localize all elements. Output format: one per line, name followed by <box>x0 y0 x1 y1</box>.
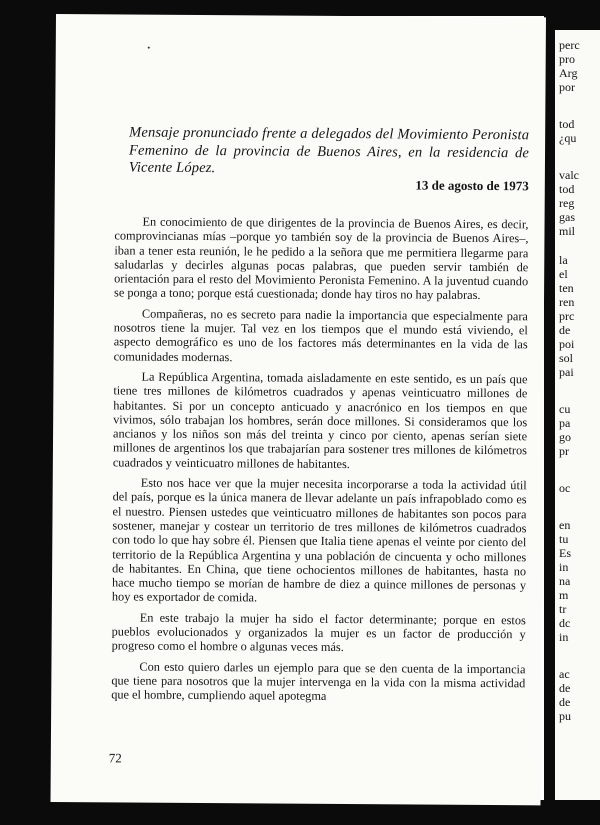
adjacent-page-fragment: in <box>559 630 569 644</box>
adjacent-page-fragment: Arg <box>559 66 578 80</box>
adjacent-page-fragment: go <box>559 430 571 444</box>
speck <box>148 47 150 49</box>
adjacent-page-fragment: por <box>559 80 575 94</box>
paragraph: Esto nos hace ver que la mujer necesita incorporarse a toda la actividad útil del país, porque es la única manera de llevar adelante un país infrapoblado como es el nuestro. Piensen ustedes que veinticuatro millones de habitantes son pocos para sostener, manejar y costear un territorio de tres millones de kilómetros cuadrados con todo lo que hay sobre él. Piensen que Italia tiene apenas el veinte por ciento del territorio de la República Argentina y una población de cincuenta y ocho millones de habitantes. En China, que tiene ochocientos millones de habitantes, hasta no hace mucho tiempo se morían de hambre de diez a quince millones de personas y hoy es exportador de comida. <box>111 475 527 605</box>
paragraph: En este trabajo la mujer ha sido el factor determinante; porque en estos pueblos evolucionados y organizados la mujer es un factor de producción y progreso como el hombre o algunas veces más. <box>111 610 526 655</box>
adjacent-page-fragment: en <box>559 518 571 532</box>
adjacent-page-fragment: pu <box>559 709 571 723</box>
adjacent-page-fragment: gas <box>559 210 575 224</box>
adjacent-page-fragment: sol <box>559 351 574 365</box>
adjacent-page-fragment: de <box>559 681 571 695</box>
adjacent-page-fragment: ac <box>559 667 570 681</box>
adjacent-page-fragment: cu <box>559 402 571 416</box>
adjacent-page-fragment: la <box>559 253 568 267</box>
adjacent-page-fragment: reg <box>559 196 575 210</box>
adjacent-page-fragment: de <box>559 323 571 337</box>
adjacent-page-fragment: pa <box>559 416 571 430</box>
paragraph: La República Argentina, tomada aisladamente en este sentido, es un país que tiene tres millones de kilómetros cuadrados y apenas veinticuatro millones de habitantes. Si por un concepto anticuado y anacrónico en los tiempos en que vivimos, sólo trabajan los hombres, serán doce millones. Si consideramos que los ancianos y los niños son más del treinta y cinco por ciento, apenas serían siete millones de argentinos los que trabajarían para sostener tres millones de kilómetros cuadrados y veinticuatro millones de habitantes. <box>112 369 528 471</box>
adjacent-page-fragment: poi <box>559 337 575 351</box>
adjacent-page-edge <box>555 30 600 800</box>
speech-body <box>111 214 528 710</box>
paragraph: Con esto quiero darles un ejemplo para que se den cuenta de la importancia que tiene para nosotros que la mujer intervenga en la vida con la misma actividad que el hombre, cumpliendo aquel apotegma <box>111 659 526 704</box>
adjacent-page-fragment: perc <box>559 38 580 52</box>
speech-date: 13 de agosto de 1973 <box>415 177 529 194</box>
adjacent-page-fragment: tod <box>559 117 575 131</box>
adjacent-page-fragment: na <box>559 574 571 588</box>
adjacent-page-fragment: oc <box>559 481 571 495</box>
scan-border-top-right <box>555 0 600 30</box>
adjacent-page-fragment: prc <box>559 309 575 323</box>
adjacent-page-fragment: tod <box>559 182 575 196</box>
paragraph: Compañeras, no es secreto para nadie la importancia que especialmente para nosotros tiene la mujer. Tal vez en los tiempos que el mundo está viviendo, el aspecto demográfico es uno de los factores más determinantes en la vida de las comunidades modernas. <box>113 306 528 364</box>
book-page <box>50 14 545 805</box>
adjacent-page-fragment: mil <box>559 224 576 238</box>
adjacent-page-fragment: tu <box>559 532 569 546</box>
paragraph: En conocimiento de que dirigentes de la provincia de Buenos Aires, es decir, comprovincianas mías –porque yo también soy de la provincia de Buenos Aires–, iban a tener esta reunión, le he pedido a la señora que me permitiera llegarme para saludarlas y decirles algunas pocas palabras, que pueden servir también de orientación para el resto del Movimiento Peronista Femenino. A la juventud cuando se ponga a tono; porque está cuestionada; donde hay tiros no hay palabras. <box>114 214 529 303</box>
adjacent-page-fragment: pr <box>559 444 569 458</box>
adjacent-page-fragment: m <box>559 588 569 602</box>
speech-heading: Mensaje pronunciado frente a delegados del Movimiento Peronista Femenino de la provincia de Buenos Aires, en la residencia de Vicente López. <box>128 124 530 177</box>
adjacent-page-fragment: el <box>559 267 568 281</box>
adjacent-page-fragment: in <box>559 560 569 574</box>
adjacent-page-fragment: ¿qu <box>559 131 577 145</box>
adjacent-page-fragment: Es <box>559 546 571 560</box>
adjacent-page-fragment: dc <box>559 616 571 630</box>
adjacent-page-fragment: pro <box>559 52 575 66</box>
adjacent-page-fragment: ten <box>559 281 574 295</box>
page-number: 72 <box>108 750 122 766</box>
adjacent-page-fragment: de <box>559 695 571 709</box>
scan-border-left <box>0 0 56 825</box>
adjacent-page-fragment: ren <box>559 295 575 309</box>
adjacent-page-fragment: valc <box>559 168 579 182</box>
adjacent-page-fragment: tr <box>559 602 567 616</box>
adjacent-page-fragment: pai <box>559 365 574 379</box>
